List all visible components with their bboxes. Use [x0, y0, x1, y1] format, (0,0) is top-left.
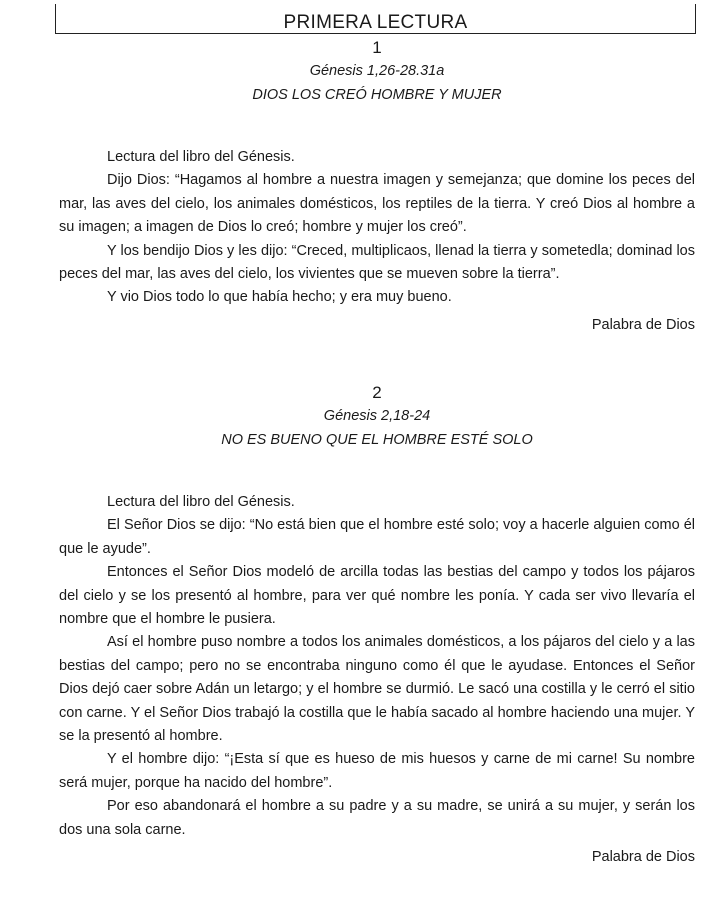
paragraph: Por eso abandonará el hombre a su padre y a su madre, se unirá a su mujer, y serán los dos una sola carne.: [59, 798, 695, 838]
reading-number: 1: [372, 38, 382, 57]
paragraph: Y los bendijo Dios y les dijo: “Creced, multiplicaos, llenad la tierra y sometedla; dominad los peces del mar, las aves del cielo, los vivientes que se mueven sobre la tierra”.: [59, 242, 695, 283]
paragraph: Lectura del libro del Génesis.: [107, 149, 295, 165]
paragraph: El Señor Dios se dijo: “No está bien que el hombre esté solo; voy a hacerle alguien como él que le ayude”.: [59, 517, 695, 557]
reading-headline: NO ES BUENO QUE EL HOMBRE ESTÉ SOLO: [221, 432, 533, 448]
reading-body: [59, 146, 695, 310]
closing-acclamation: Palabra de Dios: [591, 849, 695, 866]
paragraph: Entonces el Señor Dios modeló de arcilla todas las bestias del campo y todos los pájaros del cielo y se los presentó al hombre, para ver qué nombre les ponía. Y cada ser vivo llevaría el nombre que el hombre le pusiera.: [59, 564, 695, 628]
reading-number: 2: [372, 383, 382, 402]
closing-acclamation: Palabra de Dios: [591, 316, 695, 333]
paragraph: Y el hombre dijo: “¡Esta sí que es hueso de mis huesos y carne de mi carne! Su nombre será mujer, porque ha nacido del hombre”.: [59, 751, 695, 791]
reading-body: [59, 491, 695, 842]
header-box: [55, 4, 696, 34]
reading-2: [59, 382, 695, 870]
reading-reference: Génesis 2,18-24: [323, 408, 431, 424]
paragraph: Lectura del libro del Génesis.: [107, 494, 295, 510]
reading-1: [59, 37, 695, 337]
paragraph: Dijo Dios: “Hagamos al hombre a nuestra imagen y semejanza; que domine los peces del mar, las aves del cielo, los animales domésticos, los reptiles de la tierra. Y creó Dios al hombre a su imagen; a imagen de Dios lo creó; hombre y mujer los creó”.: [59, 172, 695, 236]
paragraph: Así el hombre puso nombre a todos los animales domésticos, a los pájaros del cielo y a las bestias del campo; pero no se encontraba ninguno como él que le ayudase. Entonces el Señor Dios dejó caer sobre Adán un letargo; y el hombre se durmió. Le sacó una costilla y le cerró el sitio con carne. Y el Señor Dios trabajó la costilla que le había sacado al hombre haciendo una mujer. Y se la presentó al hombre.: [59, 634, 695, 745]
page-title: PRIMERA LECTURA: [283, 12, 468, 33]
reading-headline: DIOS LOS CREÓ HOMBRE Y MUJER: [252, 87, 502, 103]
paragraph: Y vio Dios todo lo que había hecho; y era muy bueno.: [107, 289, 452, 306]
reading-reference: Génesis 1,26-28.31a: [309, 63, 445, 79]
